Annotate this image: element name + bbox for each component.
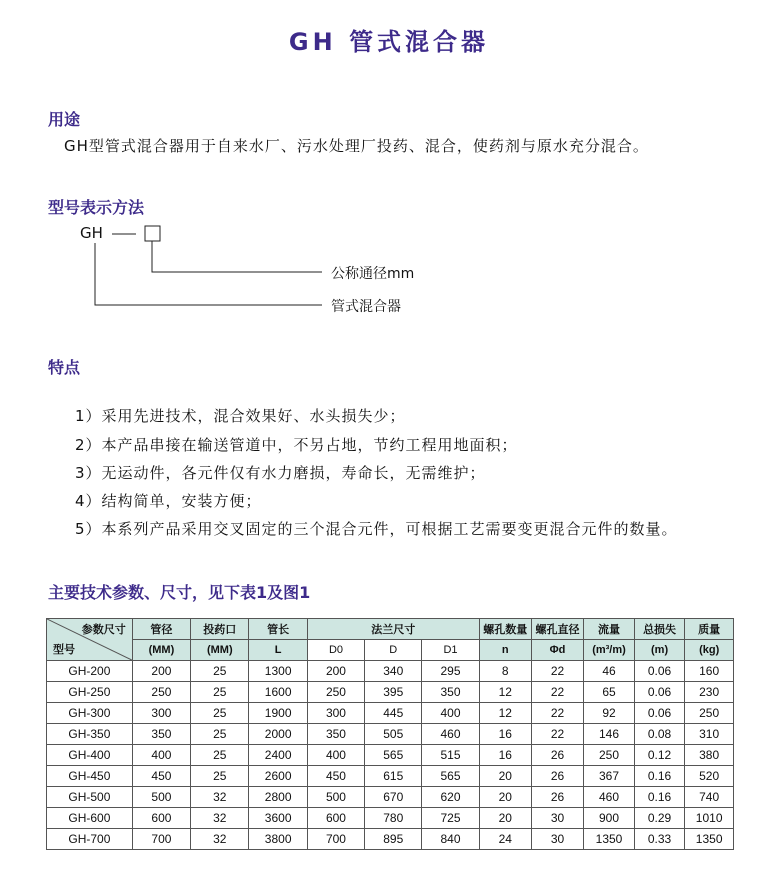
model-label-dn: 公称通径mm [331,266,415,282]
table-cell: 20 [479,787,531,808]
table-cell: 520 [685,766,734,787]
table-row [47,808,734,829]
table-cell: 16 [479,745,531,766]
header-dosing-unit: (MM) [191,640,249,661]
table-cell: 32 [191,808,249,829]
table-cell: 840 [422,829,479,850]
usage-heading: 用途 [48,110,81,129]
header-head-loss-unit: (m) [634,640,684,661]
feature-item-1: 1）采用先进技术，混合效果好、水头损失少； [75,407,406,425]
table-row [47,745,734,766]
header-flange: 法兰尺寸 [307,619,479,640]
table-cell: 16 [479,724,531,745]
table-row [47,661,734,682]
table-cell: 780 [365,808,422,829]
table-cell: 32 [191,829,249,850]
table-cell: 300 [307,703,364,724]
header-pipe-dia-unit: (MM) [132,640,190,661]
header-diagonal-cell [47,619,133,661]
table-cell: 500 [132,787,190,808]
table-cell: 310 [685,724,734,745]
model-designation-diagram [0,0,778,340]
table-cell: 200 [307,661,364,682]
model-code: GH [80,224,103,242]
table-cell: 2000 [249,724,307,745]
table-cell: 250 [584,745,635,766]
header-flow-unit: (m³/m) [584,640,635,661]
table-cell: 12 [479,703,531,724]
table-cell: 160 [685,661,734,682]
usage-text: GH型管式混合器用于自来水厂、污水处理厂投药、混合，使药剂与原水充分混合。 [64,137,649,155]
table-row [47,703,734,724]
table-cell: 295 [422,661,479,682]
table-row [47,766,734,787]
table-cell: 620 [422,787,479,808]
table-cell: 22 [531,703,583,724]
table-cell: 460 [422,724,479,745]
table-cell: 0.06 [634,703,684,724]
table-cell: GH-350 [47,724,133,745]
table-cell: 25 [191,766,249,787]
header-bolt-dia: 螺孔直径 [531,619,583,640]
table-row [47,724,734,745]
table-cell: 1300 [249,661,307,682]
model-heading: 型号表示方法 [48,198,145,217]
table-cell: 2400 [249,745,307,766]
table-cell: 25 [191,661,249,682]
feature-item-4: 4）结构简单，安装方便； [75,492,262,510]
table-cell: 350 [132,724,190,745]
table-cell: 380 [685,745,734,766]
table-cell: 1350 [685,829,734,850]
header-length: 管长 [249,619,307,640]
table-cell: 25 [191,724,249,745]
table-cell: 250 [307,682,364,703]
table-cell: 615 [365,766,422,787]
table-cell: 1010 [685,808,734,829]
table-row [47,829,734,850]
table-cell: GH-400 [47,745,133,766]
table-cell: 0.16 [634,766,684,787]
table-cell: 25 [191,745,249,766]
table-cell: GH-250 [47,682,133,703]
table-cell: 450 [132,766,190,787]
table-cell: 400 [422,703,479,724]
table-cell: 30 [531,829,583,850]
table-cell: 230 [685,682,734,703]
model-label-type: 管式混合器 [331,299,401,315]
table-cell: 22 [531,724,583,745]
table-cell: 24 [479,829,531,850]
header-param: 参数尺寸 [81,624,126,636]
table-row [47,787,734,808]
table-cell: 445 [365,703,422,724]
table-cell: 460 [584,787,635,808]
spec-table [46,618,734,850]
table-cell: GH-600 [47,808,133,829]
table-cell: 700 [132,829,190,850]
table-cell: 46 [584,661,635,682]
spec-table-body [47,661,734,850]
table-cell: 26 [531,766,583,787]
table-cell: 25 [191,682,249,703]
table-cell: 900 [584,808,635,829]
table-cell: GH-300 [47,703,133,724]
table-cell: 20 [479,766,531,787]
table-cell: 600 [307,808,364,829]
header-mass: 质量 [685,619,734,640]
table-cell: 0.16 [634,787,684,808]
header-bolt-count: 螺孔数量 [479,619,531,640]
feature-item-5: 5）本系列产品采用交叉固定的三个混合元件，可根据工艺需要变更混合元件的数量。 [75,520,678,538]
table-cell: 146 [584,724,635,745]
table-cell: 400 [307,745,364,766]
table-cell: 565 [365,745,422,766]
table-cell: GH-200 [47,661,133,682]
table-cell: 2600 [249,766,307,787]
page-title: GH 管式混合器 [288,28,490,56]
table-cell: 0.08 [634,724,684,745]
table-cell: 350 [307,724,364,745]
table-cell: 3600 [249,808,307,829]
table-cell: GH-700 [47,829,133,850]
table-cell: 740 [685,787,734,808]
table-cell: 30 [531,808,583,829]
header-mass-unit: (kg) [685,640,734,661]
header-model: 型号 [53,644,75,656]
table-cell: 395 [365,682,422,703]
table-cell: 2800 [249,787,307,808]
table-cell: 12 [479,682,531,703]
header-length-unit: L [249,640,307,661]
table-cell: 0.33 [634,829,684,850]
table-cell: 26 [531,745,583,766]
table-cell: 22 [531,661,583,682]
table-cell: 32 [191,787,249,808]
header-flow: 流量 [584,619,635,640]
table-cell: 92 [584,703,635,724]
table-cell: 505 [365,724,422,745]
table-cell: 26 [531,787,583,808]
table-cell: 65 [584,682,635,703]
table-heading: 主要技术参数、尺寸，见下表1及图1 [48,583,311,602]
features-heading: 特点 [48,358,81,377]
header-pipe-dia: 管径 [132,619,190,640]
table-cell: 895 [365,829,422,850]
table-cell: GH-500 [47,787,133,808]
table-row [47,682,734,703]
table-cell: 25 [191,703,249,724]
table-cell: 250 [685,703,734,724]
table-cell: 20 [479,808,531,829]
feature-item-2: 2）本产品串接在输送管道中，不另占地，节约工程用地面积； [75,436,518,454]
table-cell: 400 [132,745,190,766]
header-bolt-count-unit: n [479,640,531,661]
table-cell: 700 [307,829,364,850]
table-cell: 0.06 [634,682,684,703]
table-cell: 670 [365,787,422,808]
table-cell: 1600 [249,682,307,703]
table-cell: 340 [365,661,422,682]
table-cell: 3800 [249,829,307,850]
table-cell: 600 [132,808,190,829]
table-cell: 0.06 [634,661,684,682]
table-cell: 200 [132,661,190,682]
table-cell: 8 [479,661,531,682]
table-cell: 250 [132,682,190,703]
table-cell: 1900 [249,703,307,724]
table-cell: 22 [531,682,583,703]
table-cell: 0.29 [634,808,684,829]
table-cell: 725 [422,808,479,829]
table-cell: 515 [422,745,479,766]
header-d: D [365,640,422,661]
table-cell: 1350 [584,829,635,850]
feature-item-3: 3）无运动件，各元件仅有水力磨损，寿命长，无需维护； [75,464,486,482]
table-cell: 565 [422,766,479,787]
table-cell: 350 [422,682,479,703]
header-head-loss: 总损失 [634,619,684,640]
table-cell: 450 [307,766,364,787]
table-cell: GH-450 [47,766,133,787]
table-cell: 367 [584,766,635,787]
header-bolt-dia-unit: Φd [531,640,583,661]
header-d1: D1 [422,640,479,661]
header-dosing: 投药口 [191,619,249,640]
table-cell: 300 [132,703,190,724]
table-cell: 500 [307,787,364,808]
header-d0: D0 [307,640,364,661]
table-cell: 0.12 [634,745,684,766]
